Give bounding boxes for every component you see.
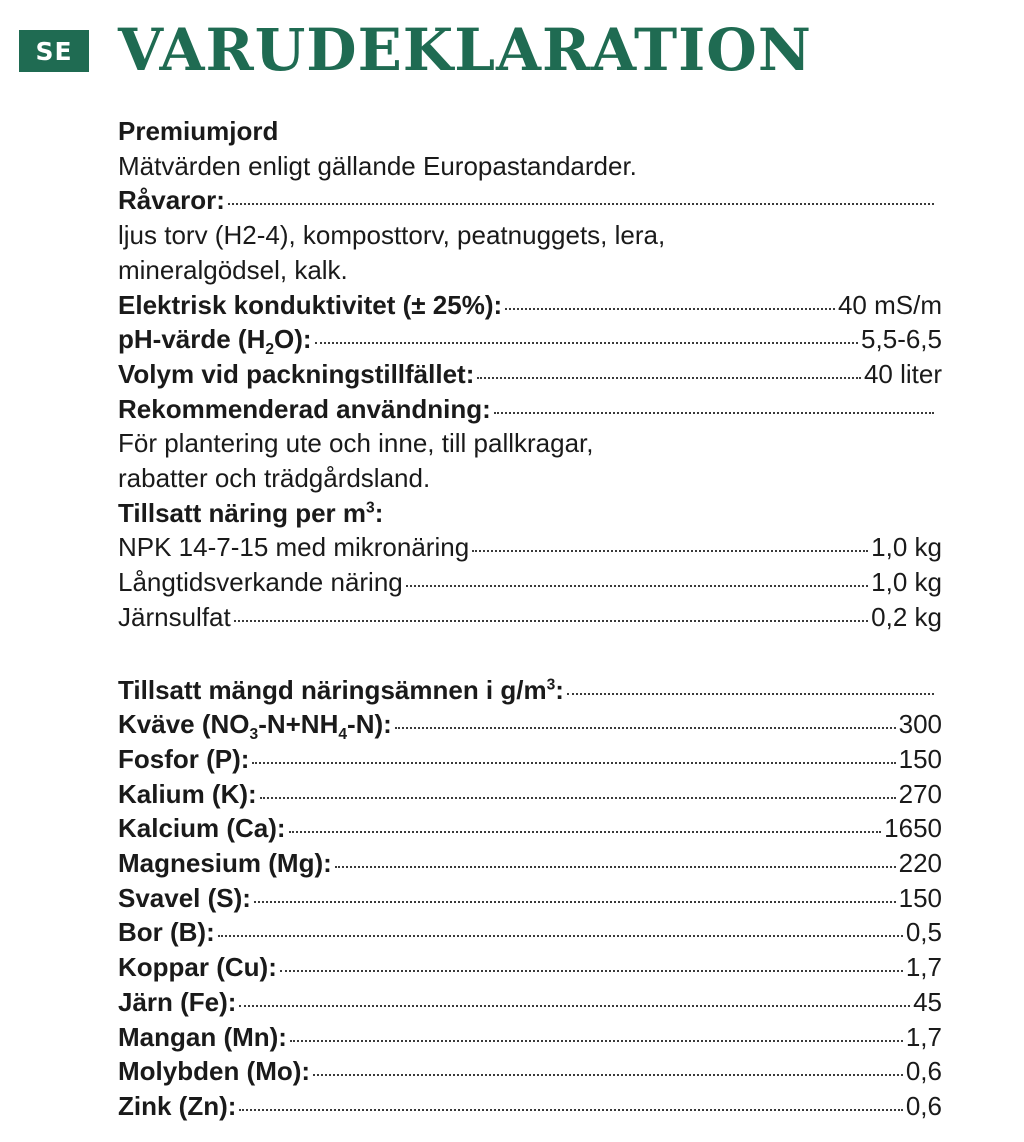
dot-leader [335,866,896,868]
nutrient-value: 1,7 [905,1021,942,1052]
nutrients-label-post: : [555,674,564,705]
nutrient-row [118,777,942,812]
nutrition-label: Järnsulfat [118,601,231,632]
nutrient-label: Zink (Zn): [118,1090,237,1121]
nutrient-label: Svavel (S): [118,882,251,913]
nutrient-value: 0,5 [905,917,942,948]
property-row-volume [118,357,942,392]
nutrient-label: Koppar (Cu): [118,952,277,983]
added-nutrition-label-sup: 3 [366,499,375,517]
nutrients-heading [118,673,942,708]
nutrient-label: Bor (B): [118,917,215,948]
dot-leader [239,1005,910,1007]
section-spacer [118,635,942,673]
dot-leader [239,1109,902,1111]
kvave-part: -N): [347,709,392,740]
nutrition-value: 1,0 kg [871,567,942,598]
dot-leader [395,727,896,729]
nutrient-row [118,846,942,881]
nutrient-row [118,881,942,916]
dot-leader [494,412,934,414]
dot-leader [406,585,868,587]
nutrient-label [118,707,392,742]
standard-note: Mätvärden enligt gällande Europastandarder. [118,150,637,181]
nutrient-row-kvave [118,707,942,742]
dot-leader [228,203,934,205]
dot-leader [260,797,896,799]
nutrition-label: Långtidsverkande näring [118,567,403,598]
nutrient-value: 150 [898,882,942,913]
dot-leader [254,901,896,903]
page-title: VARUDEKLARATION [118,16,812,84]
nutrition-row [118,600,942,635]
kvave-part: -N+NH [258,709,339,740]
nutrient-value: 1,7 [905,952,942,983]
nutrient-list [118,742,942,1124]
property-label: Elektrisk konduktivitet (± 25%): [118,289,503,320]
property-value: 40 mS/m [837,289,942,320]
usage-heading [118,392,942,427]
nutrient-value: 220 [898,848,942,879]
dot-leader [315,342,858,344]
dot-leader [477,377,861,379]
dot-leader [313,1074,903,1076]
property-value: 40 liter [863,358,942,389]
nutrient-row [118,1020,942,1055]
nutrient-label: Fosfor (P): [118,743,250,774]
nutrient-label: Mangan (Mn): [118,1021,287,1052]
nutrition-label: NPK 14-7-15 med mikronäring [118,532,470,563]
nutrient-value: 300 [898,709,942,740]
ph-label-sub: 2 [265,341,275,359]
added-nutrition-label-pre: Tillsatt näring per m [118,497,367,528]
raw-materials-line: mineralgödsel, kalk. [118,254,348,285]
nutrition-row [118,565,942,600]
nutrient-row [118,950,942,985]
product-name: Premiumjord [118,116,279,146]
dot-leader [505,308,835,310]
kvave-part: Kväve (NO [118,709,250,740]
dot-leader [290,1040,903,1042]
added-nutrition-heading [118,496,942,531]
nutrients-label-pre: Tillsatt mängd näringsämnen i g/m [118,674,547,705]
property-row-ph [118,322,942,357]
nutrient-value: 150 [898,743,942,774]
nutrients-label-sup: 3 [546,675,556,693]
property-row-conductivity [118,288,942,323]
dot-leader [472,550,868,552]
nutrient-row [118,811,942,846]
nutrient-row [118,1054,942,1089]
nutrient-value: 0,6 [905,1056,942,1087]
usage-label: Rekommenderad användning: [118,393,491,424]
nutrient-label: Järn (Fe): [118,986,237,1017]
nutrition-row [118,530,942,565]
raw-materials-heading [118,183,942,218]
nutrition-value: 0,2 kg [871,601,942,632]
dot-leader [234,620,868,622]
nutrient-label: Magnesium (Mg): [118,848,332,879]
nutrient-row [118,915,942,950]
nutrient-row [118,1089,942,1124]
dot-leader [218,935,903,937]
nutrient-label: Molybden (Mo): [118,1056,311,1087]
nutrients-label [118,673,564,708]
nutrient-label: Kalium (K): [118,778,257,809]
kvave-sub: 4 [338,726,348,744]
ph-label-post: O): [274,324,312,355]
raw-materials-label: Råvaror: [118,185,225,216]
dot-leader [280,970,903,972]
nutrient-row [118,742,942,777]
nutrient-label: Kalcium (Ca): [118,813,286,844]
usage-line: För plantering ute och inne, till pallkragar, [118,428,594,459]
kvave-sub: 3 [249,726,259,744]
property-value: 5,5-6,5 [861,324,942,355]
nutrient-row [118,985,942,1020]
property-label: Volym vid packningstillfället: [118,358,475,389]
property-label [118,322,312,357]
added-nutrition-label-post: : [374,497,384,528]
nutrient-value: 45 [913,986,942,1017]
nutrient-value: 1650 [884,813,942,844]
nutrient-value: 270 [898,778,942,809]
language-badge: SE [19,30,89,72]
declaration-content [118,114,942,1124]
nutrition-value: 1,0 kg [871,532,942,563]
ph-label-pre: pH-värde (H [118,324,266,355]
usage-line: rabatter och trädgårdsland. [118,463,431,494]
nutrient-value: 0,6 [905,1090,942,1121]
dot-leader [252,762,895,764]
dot-leader [289,831,882,833]
raw-materials-line: ljus torv (H2-4), komposttorv, peatnuggets, lera, [118,220,666,251]
dot-leader [567,693,934,695]
